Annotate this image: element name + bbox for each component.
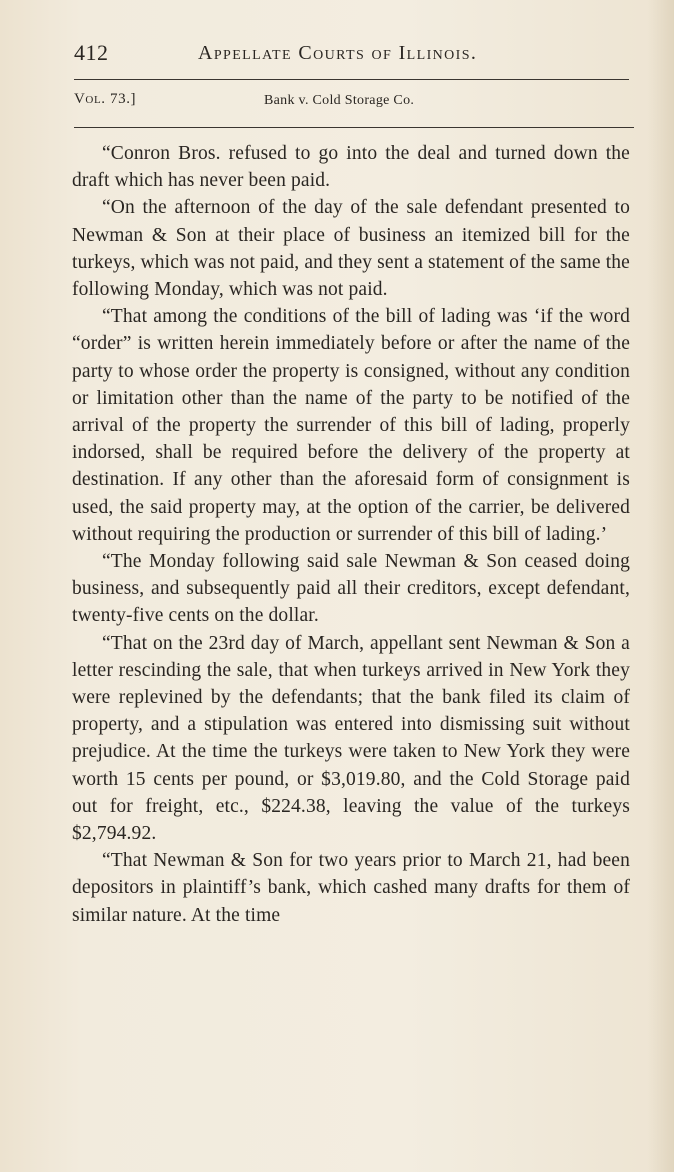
volume-label: Vol. 73.] xyxy=(74,91,137,107)
page-edge-shadow xyxy=(648,0,674,1172)
court-name: Appellate Courts of Illinois. xyxy=(198,42,478,64)
paragraph-ceased-business: “The Monday following said sale Newman & Son ceased doing business, and subsequently paid all their creditors, except defendant, twenty-five cents on the dollar. xyxy=(72,551,630,627)
paragraph-bill-of-lading: “That among the conditions of the bill of lading was ‘if the word “order” is written herein immediately before or after the name of the party to whose order the property is consigned, without any condition or limitation other than the name of the party to be notified of the arrival of the property the surrender of this bill of lading, properly indorsed, shall be required before the delivery of the property at destination. If any other than the aforesaid form of consignment is used, the said property may, at the option of the carrier, be delivered without requiring the production or surrender of this bill of lading.’ xyxy=(72,306,630,545)
running-head xyxy=(74,40,614,72)
paragraph-rescinding-sale: “That on the 23rd day of March, appellant sent Newman & Son a letter rescinding the sale, that when turkeys arrived in New York they were replevined by the defendants; that the bank filed its claim of property, and a stipulation was entered into dismissing suit without prejudice. At the time the turkeys were taken to New York they were worth 15 cents per pound, or $3,019.80, and the Cold Storage paid out for freight, etc., $224.38, leaving the value of the turkeys $2,794.92. xyxy=(72,632,630,845)
header-rule-top xyxy=(74,79,629,80)
paragraph-conron-bros: “Conron Bros. refused to go into the deal and turned down the draft which has never been paid. xyxy=(72,143,630,192)
page-number: 412 xyxy=(74,40,109,65)
paragraph-depositors: “That Newman & Son for two years prior to March 21, had been depositors in plaintiff’s bank, which cashed many drafts for them of similar nature. At the time xyxy=(72,850,630,926)
case-subhead xyxy=(74,91,634,115)
body-text xyxy=(72,140,630,929)
header-rule-bottom xyxy=(74,127,634,128)
paragraph-itemized-bill: “On the afternoon of the day of the sale defendant presented to Newman & Son at their place of business an itemized bill for the turkeys, which was not paid, and they sent a statement of the same the following Monday, which was not paid. xyxy=(72,197,630,301)
case-title: Bank v. Cold Storage Co. xyxy=(264,93,415,108)
